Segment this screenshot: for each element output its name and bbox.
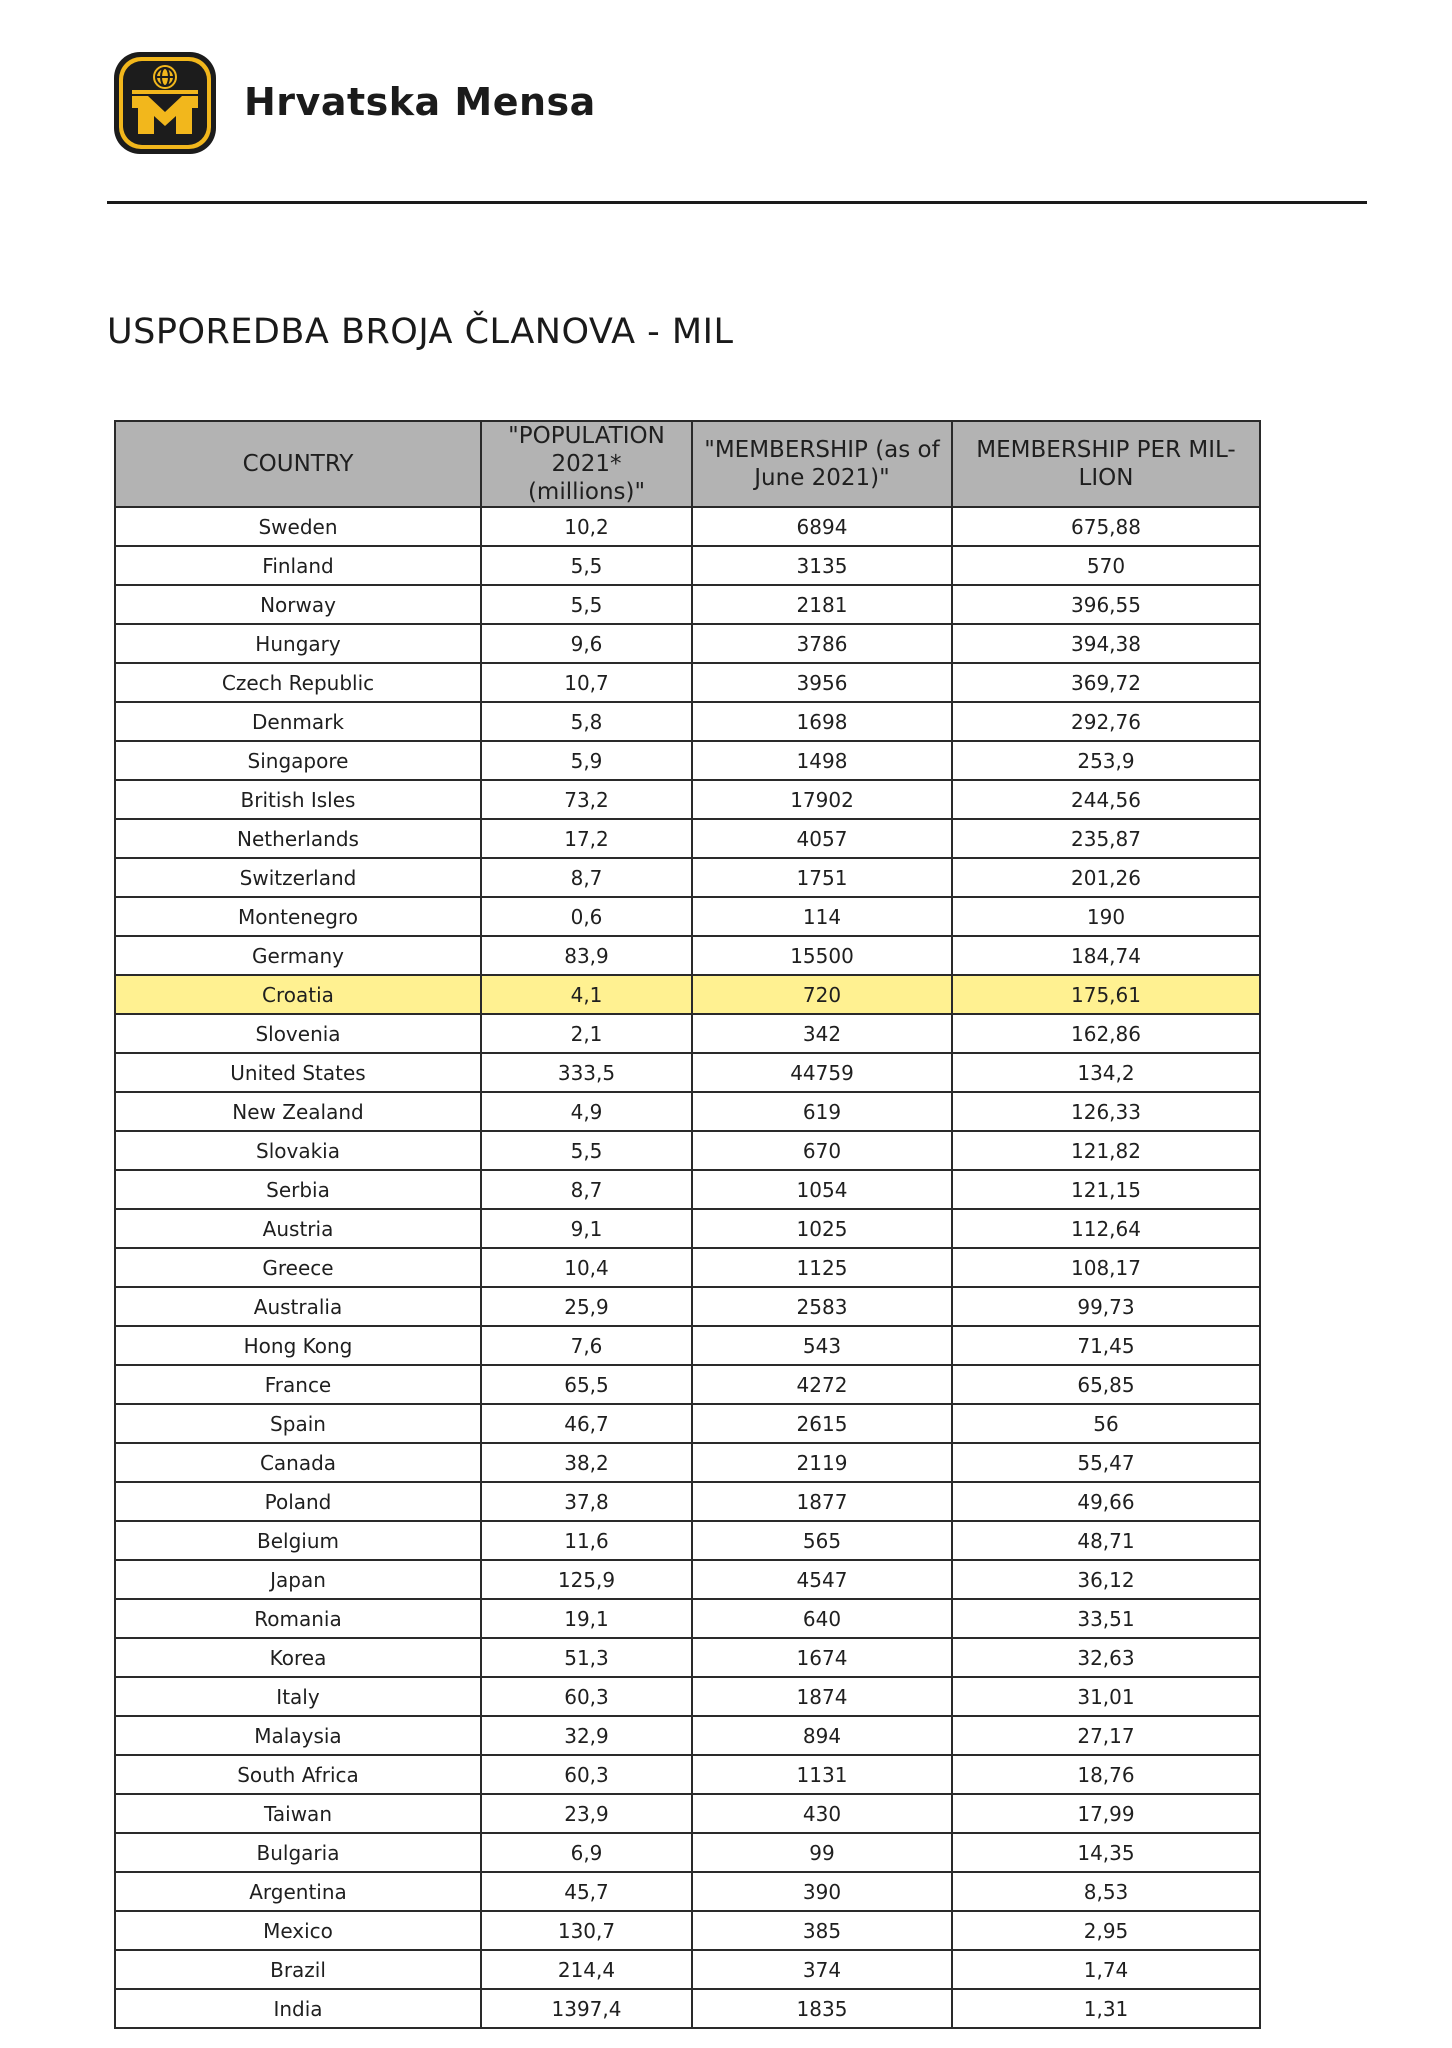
- cell-membership: 1751: [692, 858, 952, 897]
- cell-population: 60,3: [481, 1755, 692, 1794]
- table-row: [115, 1131, 1260, 1170]
- cell-population: 25,9: [481, 1287, 692, 1326]
- cell-population: 37,8: [481, 1482, 692, 1521]
- cell-per-million: 8,53: [952, 1872, 1260, 1911]
- cell-membership: 342: [692, 1014, 952, 1053]
- cell-country: Switzerland: [115, 858, 481, 897]
- cell-membership: 3786: [692, 624, 952, 663]
- table-row: [115, 1794, 1260, 1833]
- header-country: COUNTRY: [115, 421, 481, 507]
- cell-membership: 2615: [692, 1404, 952, 1443]
- cell-per-million: 65,85: [952, 1365, 1260, 1404]
- cell-population: 10,4: [481, 1248, 692, 1287]
- cell-country: Germany: [115, 936, 481, 975]
- cell-per-million: 396,55: [952, 585, 1260, 624]
- cell-population: 4,9: [481, 1092, 692, 1131]
- cell-country: Austria: [115, 1209, 481, 1248]
- cell-membership: 1498: [692, 741, 952, 780]
- cell-per-million: 32,63: [952, 1638, 1260, 1677]
- table-row: [115, 1443, 1260, 1482]
- cell-per-million: 31,01: [952, 1677, 1260, 1716]
- cell-per-million: 33,51: [952, 1599, 1260, 1638]
- cell-per-million: 190: [952, 897, 1260, 936]
- cell-per-million: 18,76: [952, 1755, 1260, 1794]
- cell-membership: 619: [692, 1092, 952, 1131]
- cell-population: 1397,4: [481, 1989, 692, 2028]
- cell-per-million: 49,66: [952, 1482, 1260, 1521]
- cell-per-million: 184,74: [952, 936, 1260, 975]
- cell-population: 65,5: [481, 1365, 692, 1404]
- cell-per-million: 121,82: [952, 1131, 1260, 1170]
- cell-population: 5,9: [481, 741, 692, 780]
- cell-per-million: 126,33: [952, 1092, 1260, 1131]
- cell-population: 9,6: [481, 624, 692, 663]
- table-row: [115, 741, 1260, 780]
- table-row: [115, 1755, 1260, 1794]
- table-row: [115, 780, 1260, 819]
- table-row: [115, 1677, 1260, 1716]
- table-row: [115, 1287, 1260, 1326]
- cell-per-million: 394,38: [952, 624, 1260, 663]
- cell-membership: 1877: [692, 1482, 952, 1521]
- header-population: "POPULATION 2021* (millions)": [481, 421, 692, 507]
- cell-population: 2,1: [481, 1014, 692, 1053]
- cell-membership: 3956: [692, 663, 952, 702]
- cell-per-million: 235,87: [952, 819, 1260, 858]
- cell-country: Spain: [115, 1404, 481, 1443]
- cell-membership: 3135: [692, 546, 952, 585]
- cell-country: Korea: [115, 1638, 481, 1677]
- cell-country: Japan: [115, 1560, 481, 1599]
- cell-per-million: 162,86: [952, 1014, 1260, 1053]
- cell-country: Canada: [115, 1443, 481, 1482]
- table-row: [115, 1950, 1260, 1989]
- cell-membership: 374: [692, 1950, 952, 1989]
- cell-country: Australia: [115, 1287, 481, 1326]
- cell-population: 333,5: [481, 1053, 692, 1092]
- table-row: [115, 1599, 1260, 1638]
- cell-membership: 4547: [692, 1560, 952, 1599]
- cell-per-million: 99,73: [952, 1287, 1260, 1326]
- cell-per-million: 108,17: [952, 1248, 1260, 1287]
- cell-membership: 1674: [692, 1638, 952, 1677]
- cell-per-million: 175,61: [952, 975, 1260, 1014]
- table-row: [115, 1521, 1260, 1560]
- table-row: [115, 1053, 1260, 1092]
- membership-table: [114, 420, 1261, 2029]
- cell-per-million: 369,72: [952, 663, 1260, 702]
- cell-population: 46,7: [481, 1404, 692, 1443]
- table-row: [115, 507, 1260, 546]
- cell-population: 10,7: [481, 663, 692, 702]
- cell-membership: 390: [692, 1872, 952, 1911]
- cell-per-million: 1,74: [952, 1950, 1260, 1989]
- cell-population: 9,1: [481, 1209, 692, 1248]
- table-row: [115, 1014, 1260, 1053]
- cell-per-million: 27,17: [952, 1716, 1260, 1755]
- table-row: [115, 936, 1260, 975]
- cell-population: 73,2: [481, 780, 692, 819]
- cell-country: British Isles: [115, 780, 481, 819]
- table-row: [115, 1911, 1260, 1950]
- cell-membership: 894: [692, 1716, 952, 1755]
- cell-country: Croatia: [115, 975, 481, 1014]
- cell-per-million: 134,2: [952, 1053, 1260, 1092]
- table-row: [115, 819, 1260, 858]
- cell-population: 214,4: [481, 1950, 692, 1989]
- cell-membership: 2181: [692, 585, 952, 624]
- table-row: [115, 1170, 1260, 1209]
- cell-membership: 430: [692, 1794, 952, 1833]
- table-row: [115, 1404, 1260, 1443]
- table-row: [115, 1833, 1260, 1872]
- cell-per-million: 2,95: [952, 1911, 1260, 1950]
- cell-population: 19,1: [481, 1599, 692, 1638]
- cell-country: Argentina: [115, 1872, 481, 1911]
- cell-country: Serbia: [115, 1170, 481, 1209]
- cell-membership: 114: [692, 897, 952, 936]
- cell-country: New Zealand: [115, 1092, 481, 1131]
- cell-population: 8,7: [481, 1170, 692, 1209]
- table-row: [115, 975, 1260, 1014]
- page-title: USPOREDBA BROJA ČLANOVA - MIL: [107, 312, 734, 352]
- table-row: [115, 858, 1260, 897]
- cell-per-million: 17,99: [952, 1794, 1260, 1833]
- cell-country: Czech Republic: [115, 663, 481, 702]
- cell-per-million: 201,26: [952, 858, 1260, 897]
- table-row: [115, 1716, 1260, 1755]
- cell-membership: 640: [692, 1599, 952, 1638]
- cell-per-million: 56: [952, 1404, 1260, 1443]
- cell-population: 51,3: [481, 1638, 692, 1677]
- cell-membership: 4272: [692, 1365, 952, 1404]
- table-row: [115, 585, 1260, 624]
- cell-per-million: 14,35: [952, 1833, 1260, 1872]
- cell-population: 6,9: [481, 1833, 692, 1872]
- cell-membership: 2119: [692, 1443, 952, 1482]
- cell-per-million: 36,12: [952, 1560, 1260, 1599]
- cell-population: 4,1: [481, 975, 692, 1014]
- cell-per-million: 55,47: [952, 1443, 1260, 1482]
- cell-membership: 543: [692, 1326, 952, 1365]
- header-membership: "MEMBERSHIP (as of June 2021)": [692, 421, 952, 507]
- cell-membership: 385: [692, 1911, 952, 1950]
- table-row: [115, 1989, 1260, 2028]
- cell-membership: 1125: [692, 1248, 952, 1287]
- cell-membership: 1698: [692, 702, 952, 741]
- cell-country: Netherlands: [115, 819, 481, 858]
- cell-country: Poland: [115, 1482, 481, 1521]
- cell-per-million: 244,56: [952, 780, 1260, 819]
- table-row: [115, 663, 1260, 702]
- cell-population: 60,3: [481, 1677, 692, 1716]
- cell-per-million: 292,76: [952, 702, 1260, 741]
- cell-population: 45,7: [481, 1872, 692, 1911]
- cell-population: 83,9: [481, 936, 692, 975]
- table-row: [115, 624, 1260, 663]
- cell-membership: 44759: [692, 1053, 952, 1092]
- cell-population: 125,9: [481, 1560, 692, 1599]
- cell-country: Hong Kong: [115, 1326, 481, 1365]
- header-per-million: MEMBERSHIP PER MIL-LION: [952, 421, 1260, 507]
- table-header-row: [115, 421, 1260, 507]
- cell-country: Romania: [115, 1599, 481, 1638]
- cell-population: 5,5: [481, 546, 692, 585]
- cell-country: Slovakia: [115, 1131, 481, 1170]
- cell-population: 10,2: [481, 507, 692, 546]
- cell-country: Montenegro: [115, 897, 481, 936]
- cell-country: Sweden: [115, 507, 481, 546]
- cell-country: Norway: [115, 585, 481, 624]
- cell-per-million: 112,64: [952, 1209, 1260, 1248]
- cell-membership: 1874: [692, 1677, 952, 1716]
- cell-population: 11,6: [481, 1521, 692, 1560]
- cell-population: 23,9: [481, 1794, 692, 1833]
- cell-membership: 1835: [692, 1989, 952, 2028]
- cell-population: 5,5: [481, 1131, 692, 1170]
- cell-country: Mexico: [115, 1911, 481, 1950]
- cell-country: Hungary: [115, 624, 481, 663]
- cell-membership: 17902: [692, 780, 952, 819]
- brand-name: Hrvatska Mensa: [244, 80, 596, 124]
- cell-membership: 4057: [692, 819, 952, 858]
- cell-country: Brazil: [115, 1950, 481, 1989]
- cell-country: Bulgaria: [115, 1833, 481, 1872]
- cell-country: Finland: [115, 546, 481, 585]
- cell-membership: 1054: [692, 1170, 952, 1209]
- cell-population: 8,7: [481, 858, 692, 897]
- mensa-logo-icon: [112, 50, 218, 156]
- cell-population: 38,2: [481, 1443, 692, 1482]
- cell-country: Denmark: [115, 702, 481, 741]
- header-divider: [107, 201, 1367, 204]
- cell-population: 7,6: [481, 1326, 692, 1365]
- cell-country: Belgium: [115, 1521, 481, 1560]
- cell-per-million: 71,45: [952, 1326, 1260, 1365]
- cell-country: India: [115, 1989, 481, 2028]
- cell-country: Taiwan: [115, 1794, 481, 1833]
- cell-population: 130,7: [481, 1911, 692, 1950]
- cell-country: Malaysia: [115, 1716, 481, 1755]
- table-row: [115, 546, 1260, 585]
- cell-membership: 6894: [692, 507, 952, 546]
- table-row: [115, 1248, 1260, 1287]
- cell-membership: 2583: [692, 1287, 952, 1326]
- cell-membership: 1025: [692, 1209, 952, 1248]
- cell-population: 32,9: [481, 1716, 692, 1755]
- cell-country: Greece: [115, 1248, 481, 1287]
- cell-membership: 670: [692, 1131, 952, 1170]
- cell-membership: 1131: [692, 1755, 952, 1794]
- table-row: [115, 1092, 1260, 1131]
- table-row: [115, 702, 1260, 741]
- cell-per-million: 570: [952, 546, 1260, 585]
- cell-per-million: 253,9: [952, 741, 1260, 780]
- cell-per-million: 675,88: [952, 507, 1260, 546]
- cell-country: Italy: [115, 1677, 481, 1716]
- cell-country: South Africa: [115, 1755, 481, 1794]
- cell-population: 5,5: [481, 585, 692, 624]
- table-row: [115, 1638, 1260, 1677]
- table-row: [115, 897, 1260, 936]
- cell-country: Singapore: [115, 741, 481, 780]
- cell-country: United States: [115, 1053, 481, 1092]
- cell-population: 0,6: [481, 897, 692, 936]
- table-row: [115, 1365, 1260, 1404]
- cell-population: 5,8: [481, 702, 692, 741]
- cell-per-million: 121,15: [952, 1170, 1260, 1209]
- cell-membership: 15500: [692, 936, 952, 975]
- table-row: [115, 1209, 1260, 1248]
- cell-per-million: 1,31: [952, 1989, 1260, 2028]
- table-row: [115, 1872, 1260, 1911]
- cell-population: 17,2: [481, 819, 692, 858]
- cell-membership: 99: [692, 1833, 952, 1872]
- cell-per-million: 48,71: [952, 1521, 1260, 1560]
- cell-country: Slovenia: [115, 1014, 481, 1053]
- table-row: [115, 1560, 1260, 1599]
- cell-country: France: [115, 1365, 481, 1404]
- cell-membership: 720: [692, 975, 952, 1014]
- cell-membership: 565: [692, 1521, 952, 1560]
- table-row: [115, 1482, 1260, 1521]
- table-row: [115, 1326, 1260, 1365]
